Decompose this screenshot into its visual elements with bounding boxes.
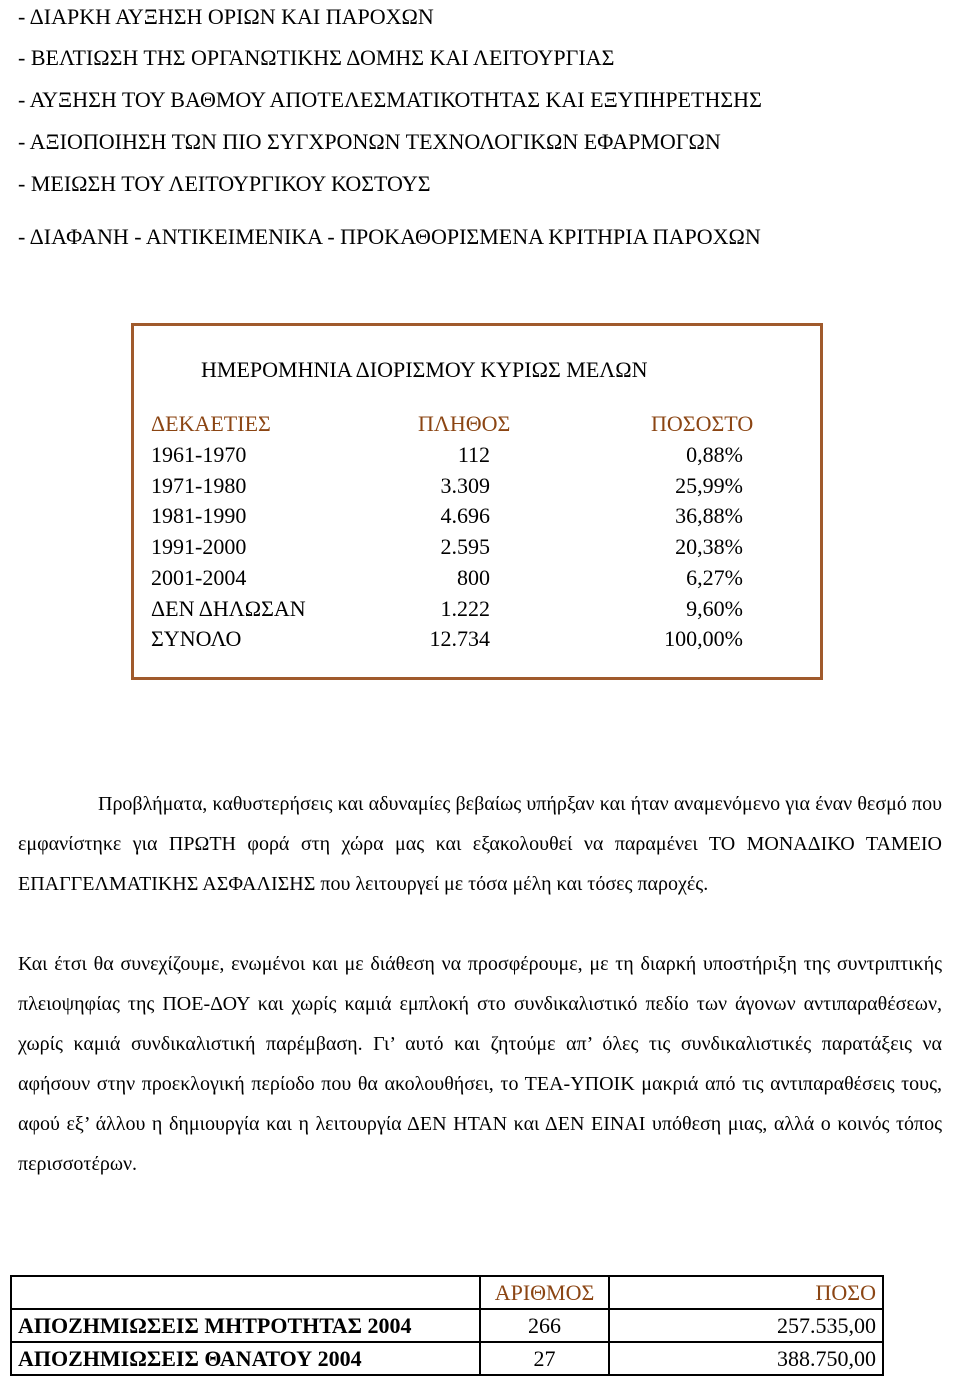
row-count: 112	[457, 442, 490, 467]
header-percent: ΠΟΣΟΣΤΟ	[651, 411, 754, 436]
paragraph-continuation: Και έτσι θα συνεχίζουμε, ενωμένοι και με διάθεση να προσφέρουμε, με τη διαρκή υποστήριξη της συντριπτικής πλειοψηφίας της ΠΟΕ-ΔΟΥ και χωρίς καμιά εμπλοκή στο συνδικαλιστικό πεδίο των άγονων αντιπαραθέσεων, χωρίς καμιά συνδικαλιστική παρέμβαση. Γι’ αυτό και ζητούμε απ’ όλες τις συνδικαλιστικές παρατάξεις να αφήσουν στην προεκλογική περίοδο που θα ακολουθήσει, το ΤΕΑ-ΥΠΟΙΚ μακριά από τις αντιπαραθέσεις τους, αφού εξ’ άλλου η δημιουργία και η λειτουργία ΔΕΝ ΗΤΑΝ και ΔΕΝ ΕΙΝΑΙ υπόθεση μιας, αλλά ο κοινός τόπος περισσοτέρων.	[18, 953, 942, 1175]
row-percent: 9,60%	[686, 596, 743, 621]
table-row	[11, 1309, 883, 1342]
objective-item: - ΔΙΑΡΚΗ ΑΥΞΗΣΗ ΟΡΙΩΝ ΚΑΙ ΠΑΡΟΧΩΝ	[18, 4, 434, 29]
row-decade: ΔΕΝ ΔΗΛΩΣΑΝ	[151, 596, 306, 621]
header-amount: ΠΟΣΟ	[609, 1276, 883, 1309]
row-decade: 1991-2000	[151, 534, 247, 559]
table-row	[11, 1342, 883, 1375]
benefit-count: 266	[480, 1309, 609, 1342]
row-percent: 20,38%	[675, 534, 743, 559]
row-decade: 1981-1990	[151, 503, 247, 528]
row-count: 1.222	[440, 596, 490, 621]
row-decade: 1971-1980	[151, 473, 247, 498]
benefits-table	[10, 1275, 884, 1376]
benefit-label: ΑΠΟΖΗΜΙΩΣΕΙΣ ΘΑΝΑΤΟΥ 2004	[11, 1342, 480, 1375]
objective-item: - ΑΞΙΟΠΟΙΗΣΗ ΤΩΝ ΠΙΟ ΣΥΓΧΡΟΝΩΝ ΤΕΧΝΟΛΟΓΙΚΩΝ ΕΦΑΡΜΟΓΩΝ	[18, 129, 721, 154]
table-header-row	[11, 1276, 883, 1309]
benefit-amount: 257.535,00	[609, 1309, 883, 1342]
members-table-title: ΗΜΕΡΟΜΗΝΙΑ ΔΙΟΡΙΣΜΟΥ ΚΥΡΙΩΣ ΜΕΛΩΝ	[201, 357, 648, 382]
row-count: 3.309	[440, 473, 490, 498]
row-count: 2.595	[440, 534, 490, 559]
objective-item: - ΒΕΛΤΙΩΣΗ ΤΗΣ ΟΡΓΑΝΩΤΙΚΗΣ ΔΟΜΗΣ ΚΑΙ ΛΕΙΤΟΥΡΓΙΑΣ	[18, 45, 615, 70]
benefit-amount: 388.750,00	[609, 1342, 883, 1375]
row-count: 800	[457, 565, 490, 590]
total-count: 12.734	[429, 626, 490, 651]
header-number: ΑΡΙΘΜΟΣ	[480, 1276, 609, 1309]
row-percent: 36,88%	[675, 503, 743, 528]
row-decade: 1961-1970	[151, 442, 247, 467]
paragraph-problems: Προβλήματα, καθυστερήσεις και αδυναμίες βεβαίως υπήρξαν και ήταν αναμενόμενο για έναν θεσμό που εμφανίστηκε για ΠΡΩΤΗ φορά στη χώρα μας και εξακολουθεί να παραμένει ΤΟ ΜΟΝΑΔΙΚΟ ΤΑΜΕΙΟ ΕΠΑΓΓΕΛΜΑΤΙΚΗΣ ΑΣΦΑΛΙΣΗΣ που λειτουργεί με τόσα μέλη και τόσες παροχές.	[18, 793, 942, 895]
header-decades: ΔΕΚΑΕΤΙΕΣ	[151, 411, 271, 436]
row-percent: 6,27%	[686, 565, 743, 590]
benefit-count: 27	[480, 1342, 609, 1375]
row-percent: 25,99%	[675, 473, 743, 498]
row-decade: 2001-2004	[151, 565, 247, 590]
total-percent: 100,00%	[664, 626, 743, 651]
row-count: 4.696	[440, 503, 490, 528]
objective-item: - ΜΕΙΩΣΗ ΤΟΥ ΛΕΙΤΟΥΡΓΙΚΟΥ ΚΟΣΤΟΥΣ	[18, 171, 431, 196]
benefit-label: ΑΠΟΖΗΜΙΩΣΕΙΣ ΜΗΤΡΟΤΗΤΑΣ 2004	[11, 1309, 480, 1342]
header-count: ΠΛΗΘΟΣ	[418, 411, 511, 436]
header-empty-cell	[11, 1276, 480, 1309]
total-label: ΣΥΝΟΛΟ	[151, 626, 242, 651]
objective-item: - ΑΥΞΗΣΗ ΤΟΥ ΒΑΘΜΟΥ ΑΠΟΤΕΛΕΣΜΑΤΙΚΟΤΗΤΑΣ ΚΑΙ ΕΞΥΠΗΡΕΤΗΣΗΣ	[18, 87, 762, 112]
row-percent: 0,88%	[686, 442, 743, 467]
members-table	[131, 323, 823, 680]
objective-item: - ΔΙΑΦΑΝΗ - ΑΝΤΙΚΕΙΜΕΝΙΚΑ - ΠΡΟΚΑΘΟΡΙΣΜΕΝΑ ΚΡΙΤΗΡΙΑ ΠΑΡΟΧΩΝ	[18, 224, 761, 249]
